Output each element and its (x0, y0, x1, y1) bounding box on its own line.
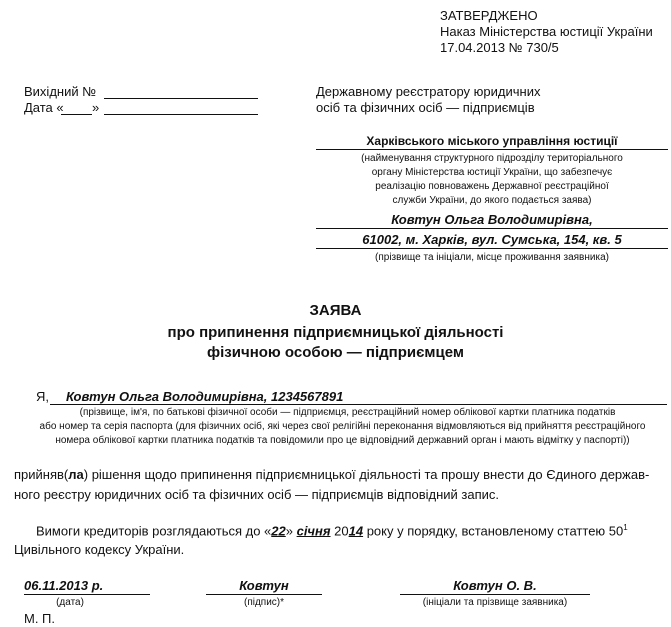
signature-date-line (24, 594, 150, 595)
outgoing-date-close: » (92, 100, 100, 115)
creditors-text-a: Вимоги кредиторів розглядаються до « (36, 523, 272, 539)
applicant-name-line (316, 228, 668, 229)
decision-paragraph-line1 (14, 467, 649, 482)
signature-sign-line (206, 594, 322, 595)
declarant-caption-2: або номер та серія паспорта (для фізичних осіб, які через свої релігійні переконання відмовляються від прийняття реєстраційного (39, 421, 646, 432)
outgoing-date-label: Дата « (24, 100, 64, 115)
creditors-paragraph-line2: Цивільного кодексу України. (14, 542, 185, 557)
recipient-line2: осіб та фізичних осіб — підприємців (316, 100, 535, 115)
outgoing-day-line (61, 114, 92, 115)
applicant-address-line (316, 248, 668, 249)
article-superscript: 1 (623, 523, 628, 532)
applicant-address: 61002, м. Харків, вул. Сумська, 154, кв. 5 (362, 232, 622, 247)
signature-date-value: 06.11.2013 р. (24, 578, 104, 593)
declarant-caption-3: номера облікової картки платника податків та повідомили про це відповідний державний орган і мають відмітку у паспорті)) (55, 435, 630, 446)
creditors-year: 14 (348, 523, 364, 539)
creditors-text-d: року у порядку, встановленому статтею 50 (363, 523, 624, 539)
office-name-line (316, 149, 668, 150)
creditors-paragraph-line1 (36, 523, 628, 538)
creditors-month: січня (296, 523, 331, 539)
declarant-caption-1: (прізвище, ім'я, по батькові фізичної особи — підприємця, реєстраційний номер облікової картки платника податків (79, 407, 616, 418)
office-name: Харківського міського управління юстиції (366, 134, 618, 148)
approval-title: ЗАТВЕРДЖЕНО (440, 8, 538, 23)
decision-text-a: прийняв( (14, 467, 69, 482)
document-title: ЗАЯВА (309, 302, 362, 319)
creditors-text-b: » (285, 523, 297, 539)
declarant-line (50, 404, 667, 405)
outgoing-number-label: Вихідний № (24, 84, 97, 99)
declarant-prefix: Я, (36, 389, 49, 404)
signature-name-caption: (ініціали та прізвище заявника) (422, 597, 568, 608)
signature-sign-value: Ковтун (239, 578, 289, 593)
decision-gender-suffix: ла (68, 467, 84, 482)
signature-name-value: Ковтун О. В. (453, 578, 537, 593)
outgoing-number-line (104, 98, 258, 99)
office-caption-1: (найменування структурного підрозділу територіального (361, 153, 623, 164)
applicant-name: Ковтун Ольга Володимирівна, (391, 212, 593, 227)
office-caption-3: реалізацію повноважень Державної реєстраційної (375, 181, 609, 192)
signature-name-line (400, 594, 590, 595)
applicant-caption: (прізвище та ініціали, місце проживання заявника) (375, 252, 609, 263)
document-subtitle-2: фізичною особою — підприємцем (207, 344, 464, 361)
office-caption-4: служби України, до якого подається заява) (392, 195, 592, 206)
document-subtitle-1: про припинення підприємницької діяльності (167, 324, 504, 341)
approval-order: Наказ Міністерства юстиції України (440, 24, 653, 39)
creditors-day: 22 (271, 523, 286, 539)
recipient-line1: Державному реєстратору юридичних (316, 84, 541, 99)
approval-date: 17.04.2013 № 730/5 (440, 40, 559, 55)
office-caption-2: органу Міністерства юстиції України, що забезпечує (371, 167, 613, 178)
signature-sign-caption: (підпис)* (243, 597, 285, 608)
decision-text-b: ) рішення щодо припинення підприємницької діяльності та прошу внести до Єдиного держав- (83, 467, 650, 482)
stamp-placeholder: М. П. (24, 611, 56, 626)
signature-date-caption: (дата) (56, 597, 84, 608)
creditors-text-c: 20 (330, 523, 349, 539)
outgoing-date-line (104, 114, 258, 115)
declarant-value: Ковтун Ольга Володимирівна, 1234567891 (66, 389, 344, 404)
decision-paragraph-line2: ного реєстру юридичних осіб та фізичних осіб — підприємців відповідний запис. (14, 487, 500, 502)
